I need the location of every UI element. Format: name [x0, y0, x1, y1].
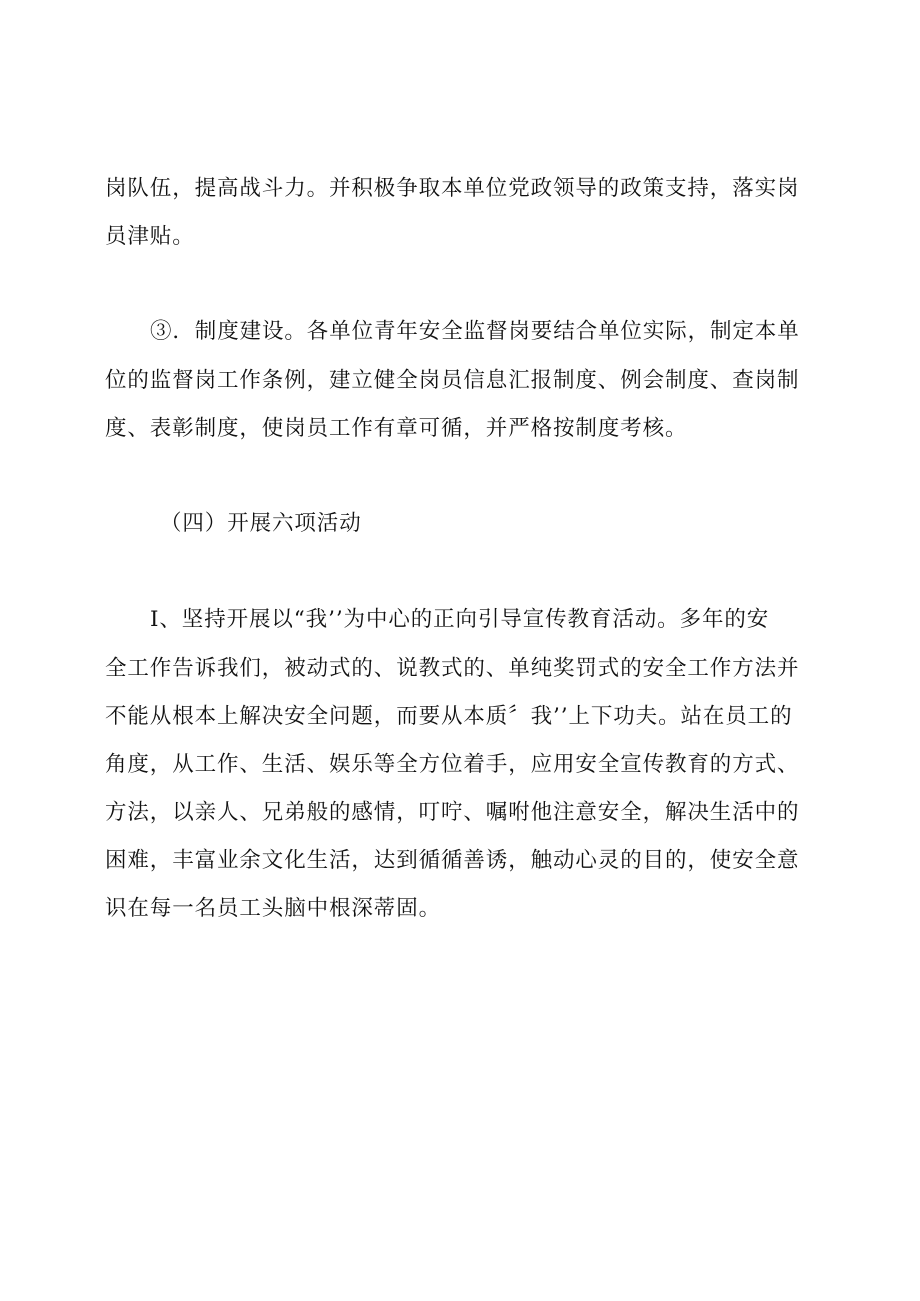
text-line: I、坚持开展以“我’’为中心的正向引导宣传教育活动。多年的安	[150, 607, 770, 632]
text-line: 不能从根本上解决安全问题，而要从本质〞我’’上下功夫。站在员工的	[105, 704, 793, 729]
text-line: 识在每一名员工头脑中根深蒂固。	[105, 896, 442, 921]
text-line: 全工作告诉我们，被动式的、说教式的、单纯奖罚式的安全工作方法并	[105, 656, 800, 681]
text-line: ③．制度建设。各单位青年安全监督岗要结合单位实际，制定本单	[150, 319, 800, 344]
text-line: 位的监督岗工作条例，建立健全岗员信息汇报制度、例会制度、查岗制	[105, 368, 800, 393]
text-line: 岗队伍，提高战斗力。并积极争取本单位党政领导的政策支持，落实岗	[105, 176, 800, 201]
text-line: 员津贴。	[105, 224, 195, 249]
text-line: 度、表彰制度，使岗员工作有章可循，并严格按制度考核。	[105, 416, 688, 441]
section-heading: （四）开展六项活动	[160, 511, 362, 536]
text-line: 角度，从工作、生活、娱乐等全方位着手，应用安全宣传教育的方式、	[105, 752, 800, 777]
text-line: 困难，丰富业余文化生活，达到循循善诱，触动心灵的目的，使安全意	[105, 848, 800, 873]
text-line: 方法，以亲人、兄弟般的感情，叮咛、嘱咐他注意安全，解决生活中的	[105, 800, 800, 825]
